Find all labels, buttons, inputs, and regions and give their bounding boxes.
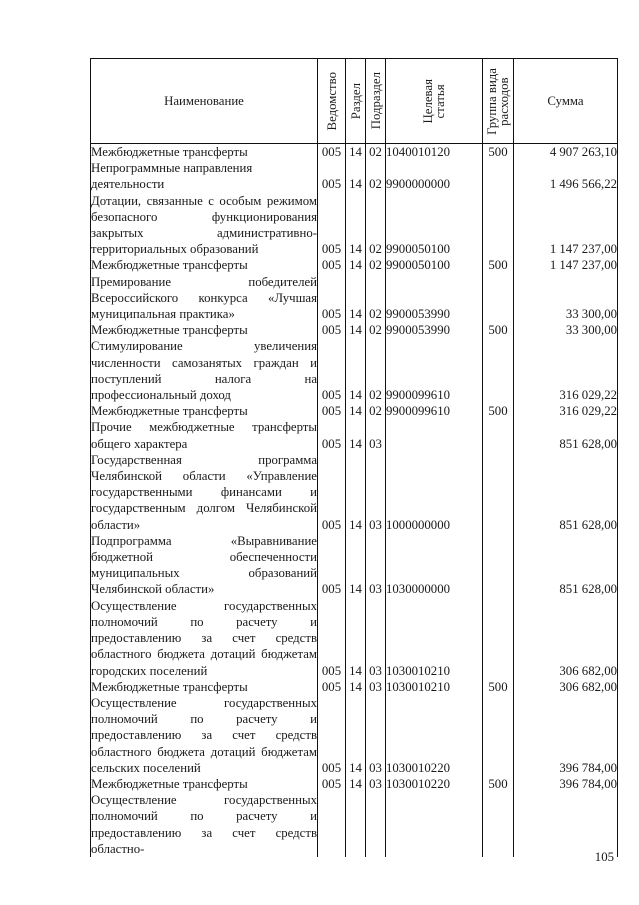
cell-subsection: 03	[366, 533, 386, 598]
cell-section: 14	[346, 695, 366, 776]
table-row	[91, 598, 618, 679]
cell-subsection: 02	[366, 160, 386, 192]
cell-ministry: 005	[318, 598, 346, 679]
cell-group: 500	[483, 322, 514, 338]
table-row	[91, 452, 618, 533]
cell-ministry: 005	[318, 403, 346, 419]
cell-target: 9900099610	[386, 403, 483, 419]
table-row	[91, 274, 618, 323]
cell-name: Межбюджетные трансферты	[91, 322, 318, 338]
cell-group	[483, 193, 514, 258]
cell-target: 9900050100	[386, 257, 483, 273]
cell-section: 14	[346, 403, 366, 419]
table-header-row	[91, 59, 618, 144]
table-row	[91, 776, 618, 792]
cell-section: 14	[346, 776, 366, 792]
cell-name: Межбюджетные трансферты	[91, 776, 318, 792]
cell-amount: 851 628,00	[514, 419, 618, 451]
cell-ministry: 005	[318, 338, 346, 403]
cell-section: 14	[346, 679, 366, 695]
header-target: Целевая статья	[386, 59, 483, 144]
cell-group	[483, 533, 514, 598]
cell-subsection: 03	[366, 776, 386, 792]
table-row	[91, 144, 618, 161]
cell-subsection: 02	[366, 144, 386, 161]
cell-group	[483, 792, 514, 857]
cell-subsection: 03	[366, 452, 386, 533]
cell-ministry: 005	[318, 144, 346, 161]
cell-ministry: 005	[318, 274, 346, 323]
cell-amount: 1 147 237,00	[514, 257, 618, 273]
cell-name: Государственная программа Челябинской области «Управление государственными финансами и государственным долгом Челябинской области»	[91, 452, 317, 532]
header-section: Раздел	[346, 59, 366, 144]
cell-name: Осуществление государственных полномочий по расчету и предоставлению за счет средств областно-	[91, 793, 317, 856]
cell-amount: 306 682,00	[514, 679, 618, 695]
cell-section: 14	[346, 419, 366, 451]
cell-group: 500	[483, 776, 514, 792]
cell-name: Дотации, связанные с особым режимом безопасного функционирования закрытых административно-территориальных образований	[91, 193, 317, 257]
cell-subsection: 02	[366, 322, 386, 338]
page-number: 105	[594, 850, 614, 864]
cell-ministry: 005	[318, 419, 346, 451]
cell-amount: 1 147 237,00	[514, 193, 618, 258]
header-group: Группа вида расходов	[483, 59, 514, 144]
cell-name: Осуществление государственных полномочий по расчету и предоставлению за счет средств областного бюджета дотаций бюджетам городских поселений	[91, 598, 317, 678]
table-row	[91, 533, 618, 598]
cell-subsection: 03	[366, 695, 386, 776]
cell-section: 14	[346, 533, 366, 598]
cell-amount: 316 029,22	[514, 338, 618, 403]
cell-target: 9900050100	[386, 193, 483, 258]
cell-group	[483, 695, 514, 776]
cell-section: 14	[346, 338, 366, 403]
cell-section: 14	[346, 193, 366, 258]
cell-subsection: 03	[366, 598, 386, 679]
cell-target: 9900053990	[386, 274, 483, 323]
cell-name: Осуществление государственных полномочий по расчету и предоставлению за счет средств областного бюджета дотаций бюджетам сельских поселений	[91, 695, 317, 775]
cell-target: 9900000000	[386, 160, 483, 192]
cell-name: Стимулирование увеличения численности самозанятых граждан и поступлений налога на профессиональный доход	[91, 339, 317, 403]
table-row	[91, 160, 618, 192]
cell-subsection: 03	[366, 679, 386, 695]
cell-ministry: 005	[318, 776, 346, 792]
table-row	[91, 679, 618, 695]
cell-ministry: 005	[318, 533, 346, 598]
table-row	[91, 322, 618, 338]
cell-ministry: 005	[318, 257, 346, 273]
cell-subsection	[366, 792, 386, 857]
cell-group	[483, 274, 514, 323]
cell-ministry: 005	[318, 322, 346, 338]
cell-amount: 4 907 263,10	[514, 144, 618, 161]
cell-group	[483, 419, 514, 451]
budget-table	[90, 58, 618, 857]
cell-amount: 316 029,22	[514, 403, 618, 419]
cell-group	[483, 598, 514, 679]
cell-name: Подпрограмма «Выравнивание бюджетной обеспеченности муниципальных образований Челябинской области»	[91, 533, 317, 597]
cell-name: Межбюджетные трансферты	[91, 679, 318, 695]
cell-ministry: 005	[318, 679, 346, 695]
cell-name: Непрограммные направления деятельности	[91, 160, 318, 192]
cell-ministry: 005	[318, 695, 346, 776]
table-row	[91, 419, 618, 451]
cell-target: 1030000000	[386, 533, 483, 598]
cell-section: 14	[346, 144, 366, 161]
table-row	[91, 403, 618, 419]
cell-section: 14	[346, 322, 366, 338]
cell-target	[386, 792, 483, 857]
cell-name: Прочие межбюджетные трансферты общего характера	[91, 420, 317, 451]
cell-group	[483, 160, 514, 192]
table-row	[91, 695, 618, 776]
cell-subsection: 02	[366, 274, 386, 323]
table-row	[91, 193, 618, 258]
cell-ministry	[318, 792, 346, 857]
cell-group: 500	[483, 679, 514, 695]
header-subsection: Подраздел	[366, 59, 386, 144]
cell-group	[483, 338, 514, 403]
cell-subsection: 02	[366, 257, 386, 273]
cell-amount	[514, 792, 618, 857]
cell-subsection: 02	[366, 193, 386, 258]
cell-target: 1030010220	[386, 776, 483, 792]
cell-group: 500	[483, 403, 514, 419]
cell-name: Межбюджетные трансферты	[91, 257, 318, 273]
cell-name: Межбюджетные трансферты	[91, 144, 318, 161]
cell-target	[386, 419, 483, 451]
cell-subsection: 02	[366, 403, 386, 419]
cell-amount: 306 682,00	[514, 598, 618, 679]
cell-section: 14	[346, 452, 366, 533]
header-amount: Сумма	[514, 59, 618, 144]
table-row	[91, 257, 618, 273]
cell-amount: 33 300,00	[514, 274, 618, 323]
cell-amount: 851 628,00	[514, 452, 618, 533]
cell-amount: 1 496 566,22	[514, 160, 618, 192]
cell-subsection: 02	[366, 338, 386, 403]
cell-section: 14	[346, 598, 366, 679]
cell-ministry: 005	[318, 160, 346, 192]
cell-name: Межбюджетные трансферты	[91, 403, 318, 419]
cell-section: 14	[346, 274, 366, 323]
cell-name: Премирование победителей Всероссийского конкурса «Лучшая муниципальная практика»	[91, 274, 317, 322]
cell-target: 1000000000	[386, 452, 483, 533]
cell-ministry: 005	[318, 452, 346, 533]
cell-target: 9900099610	[386, 338, 483, 403]
cell-target: 1040010120	[386, 144, 483, 161]
cell-group	[483, 452, 514, 533]
cell-section: 14	[346, 257, 366, 273]
cell-target: 1030010210	[386, 598, 483, 679]
cell-ministry: 005	[318, 193, 346, 258]
cell-subsection: 03	[366, 419, 386, 451]
cell-group: 500	[483, 257, 514, 273]
table-row	[91, 338, 618, 403]
header-ministry: Ведомство	[318, 59, 346, 144]
cell-target: 1030010220	[386, 695, 483, 776]
cell-group: 500	[483, 144, 514, 161]
cell-target: 1030010210	[386, 679, 483, 695]
cell-amount: 851 628,00	[514, 533, 618, 598]
cell-amount: 33 300,00	[514, 322, 618, 338]
cell-section: 14	[346, 160, 366, 192]
header-name: Наименование	[91, 59, 318, 144]
cell-target: 9900053990	[386, 322, 483, 338]
cell-amount: 396 784,00	[514, 695, 618, 776]
cell-section	[346, 792, 366, 857]
cell-amount: 396 784,00	[514, 776, 618, 792]
table-row	[91, 792, 618, 857]
